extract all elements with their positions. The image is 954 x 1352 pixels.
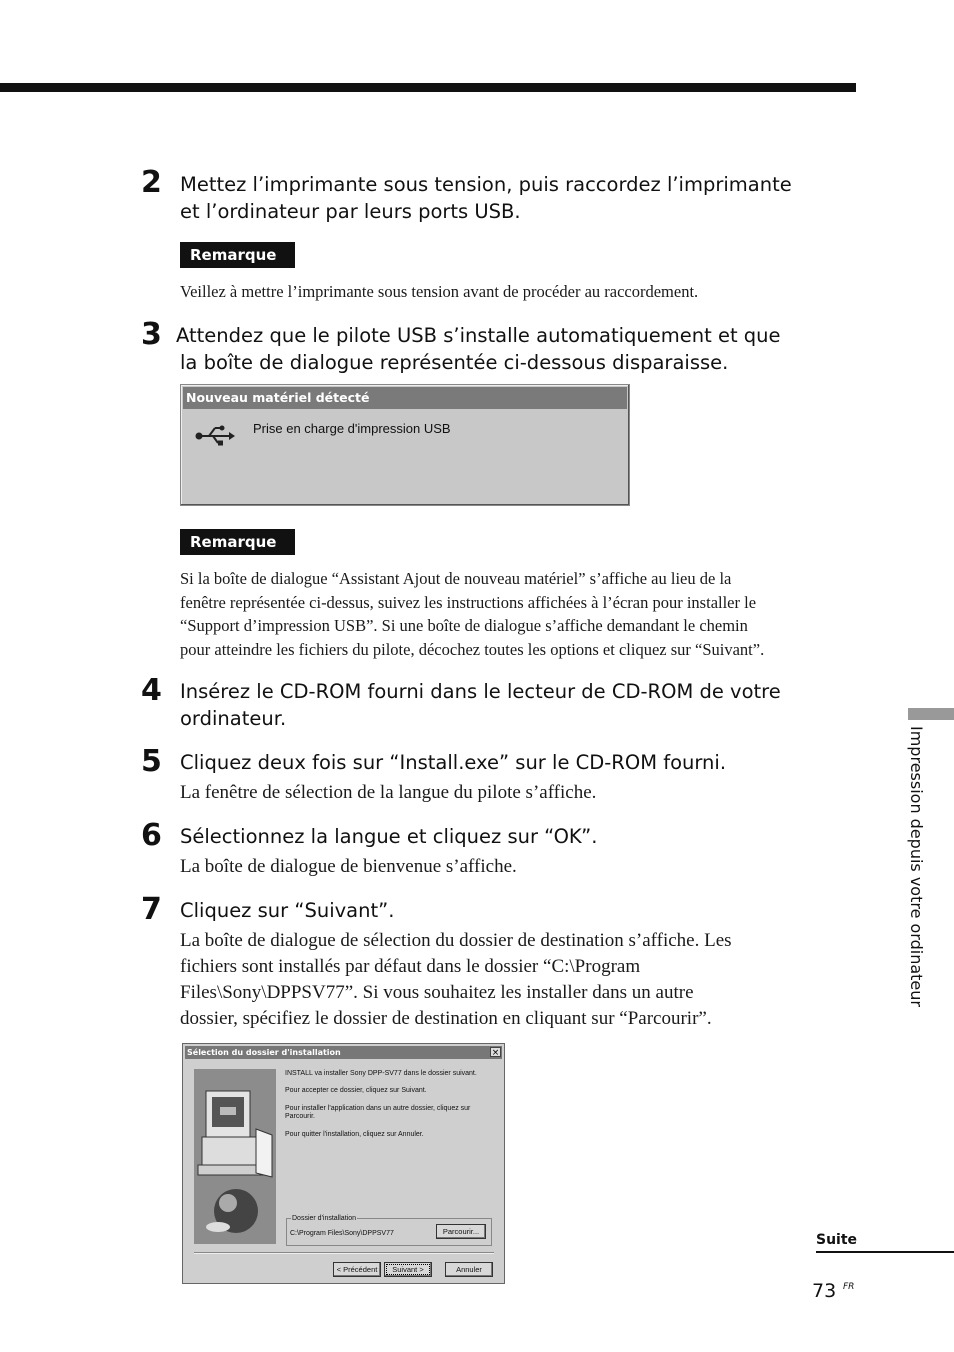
note-text (180, 567, 764, 661)
dialog-message: Prise en charge d'impression USB (253, 421, 451, 436)
step-heading-line: Attendez que le pilote USB s’installe automatiquement et que (176, 324, 781, 347)
page-language: FR (843, 1282, 855, 1292)
step-heading (180, 678, 781, 732)
step-heading-line: Insérez le CD-ROM fourni dans le lecteur de CD-ROM de votre (180, 680, 781, 703)
dialog-title: Nouveau matériel détecté (183, 387, 627, 409)
step-body (180, 928, 732, 1032)
step-body-line: dossier, spécifiez le dossier de destination en cliquant sur “Parcourir”. (180, 1008, 712, 1029)
note-badge: Remarque (180, 529, 295, 555)
usb-icon (195, 425, 235, 451)
note-line: Si la boîte de dialogue “Assistant Ajout de nouveau matériel” s’affiche au lieu de la (180, 569, 732, 588)
continued-rule (816, 1251, 954, 1253)
step-number: 5 (141, 744, 162, 779)
new-hardware-dialog (180, 384, 630, 506)
step-number: 2 (141, 165, 162, 200)
continued-label: Suite (816, 1232, 858, 1248)
dialog-text: INSTALL va installer Sony DPP-SV77 dans le dossier suivant. (285, 1070, 477, 1077)
dialog-text: Pour installer l'application dans un autre dossier, cliquez sur (285, 1105, 471, 1112)
step-number: 7 (141, 892, 162, 927)
step-heading-line: la boîte de dialogue représentée ci-dessous disparaisse. (180, 351, 729, 374)
step-heading: Cliquez deux fois sur “Install.exe” sur le CD-ROM fourni. (180, 751, 727, 774)
step-heading-line: ordinateur. (180, 707, 287, 730)
step-heading-line: Mettez l’imprimante sous tension, puis raccordez l’imprimante (180, 173, 792, 196)
step-heading-line: et l’ordinateur par leurs ports USB. (180, 200, 521, 223)
install-path: C:\Program Files\Sony\DPPSV77 (290, 1230, 394, 1237)
step-body-line: Files\Sony\DPPSV77”. Si vous souhaitez les installer dans un autre (180, 982, 694, 1003)
step-heading (176, 322, 781, 376)
back-button[interactable]: < Précédent (333, 1262, 381, 1277)
note-text: Veillez à mettre l’imprimante sous tension avant de procéder au raccordement. (180, 282, 699, 301)
step-heading: Cliquez sur “Suivant”. (180, 899, 395, 922)
section-tab-marker (908, 708, 954, 720)
step-body: La fenêtre de sélection de la langue du pilote s’affiche. (180, 782, 597, 803)
page-number: 73 (812, 1280, 837, 1302)
step-heading: Sélectionnez la langue et cliquez sur “OK”. (180, 825, 598, 848)
step-heading (180, 171, 792, 225)
divider (194, 1252, 494, 1254)
step-number: 6 (141, 818, 162, 853)
dialog-text: Parcourir. (285, 1113, 315, 1120)
note-badge: Remarque (180, 242, 295, 268)
next-button[interactable]: Suivant > (384, 1262, 432, 1277)
browse-button[interactable]: Parcourir... (436, 1224, 486, 1239)
cancel-button[interactable]: Annuler (445, 1262, 493, 1277)
install-folder-dialog (182, 1043, 505, 1284)
note-line: fenêtre représentée ci-dessus, suivez les instructions affichées à l’écran pour installer le (180, 592, 757, 612)
dialog-text: Pour quitter l'installation, cliquez sur Annuler. (285, 1131, 424, 1138)
section-tab-label: Impression depuis votre ordinateur (907, 726, 926, 1007)
step-body-line: La boîte de dialogue de sélection du dossier de destination s’affiche. Les (180, 930, 732, 951)
note-line: “Support d’impression USB”. Si une boîte de dialogue s’affiche demandant le chemin (180, 616, 748, 635)
step-body: La boîte de dialogue de bienvenue s’affiche. (180, 856, 517, 877)
step-number: 3 (141, 317, 162, 352)
computer-illustration (194, 1069, 276, 1244)
group-label: Dossier d'installation (292, 1215, 356, 1222)
step-body-line: fichiers sont installés par défaut dans le dossier “C:\Program (180, 956, 641, 977)
dialog-text: Pour accepter ce dossier, cliquez sur Suivant. (285, 1087, 427, 1094)
header-rule (0, 83, 856, 92)
close-button[interactable]: × (491, 1048, 500, 1058)
dialog-title: Sélection du dossier d'installation (185, 1046, 502, 1059)
note-line: pour atteindre les fichiers du pilote, décochez toutes les options et cliquez sur “Suivant”. (180, 639, 765, 659)
step-number: 4 (141, 673, 162, 708)
